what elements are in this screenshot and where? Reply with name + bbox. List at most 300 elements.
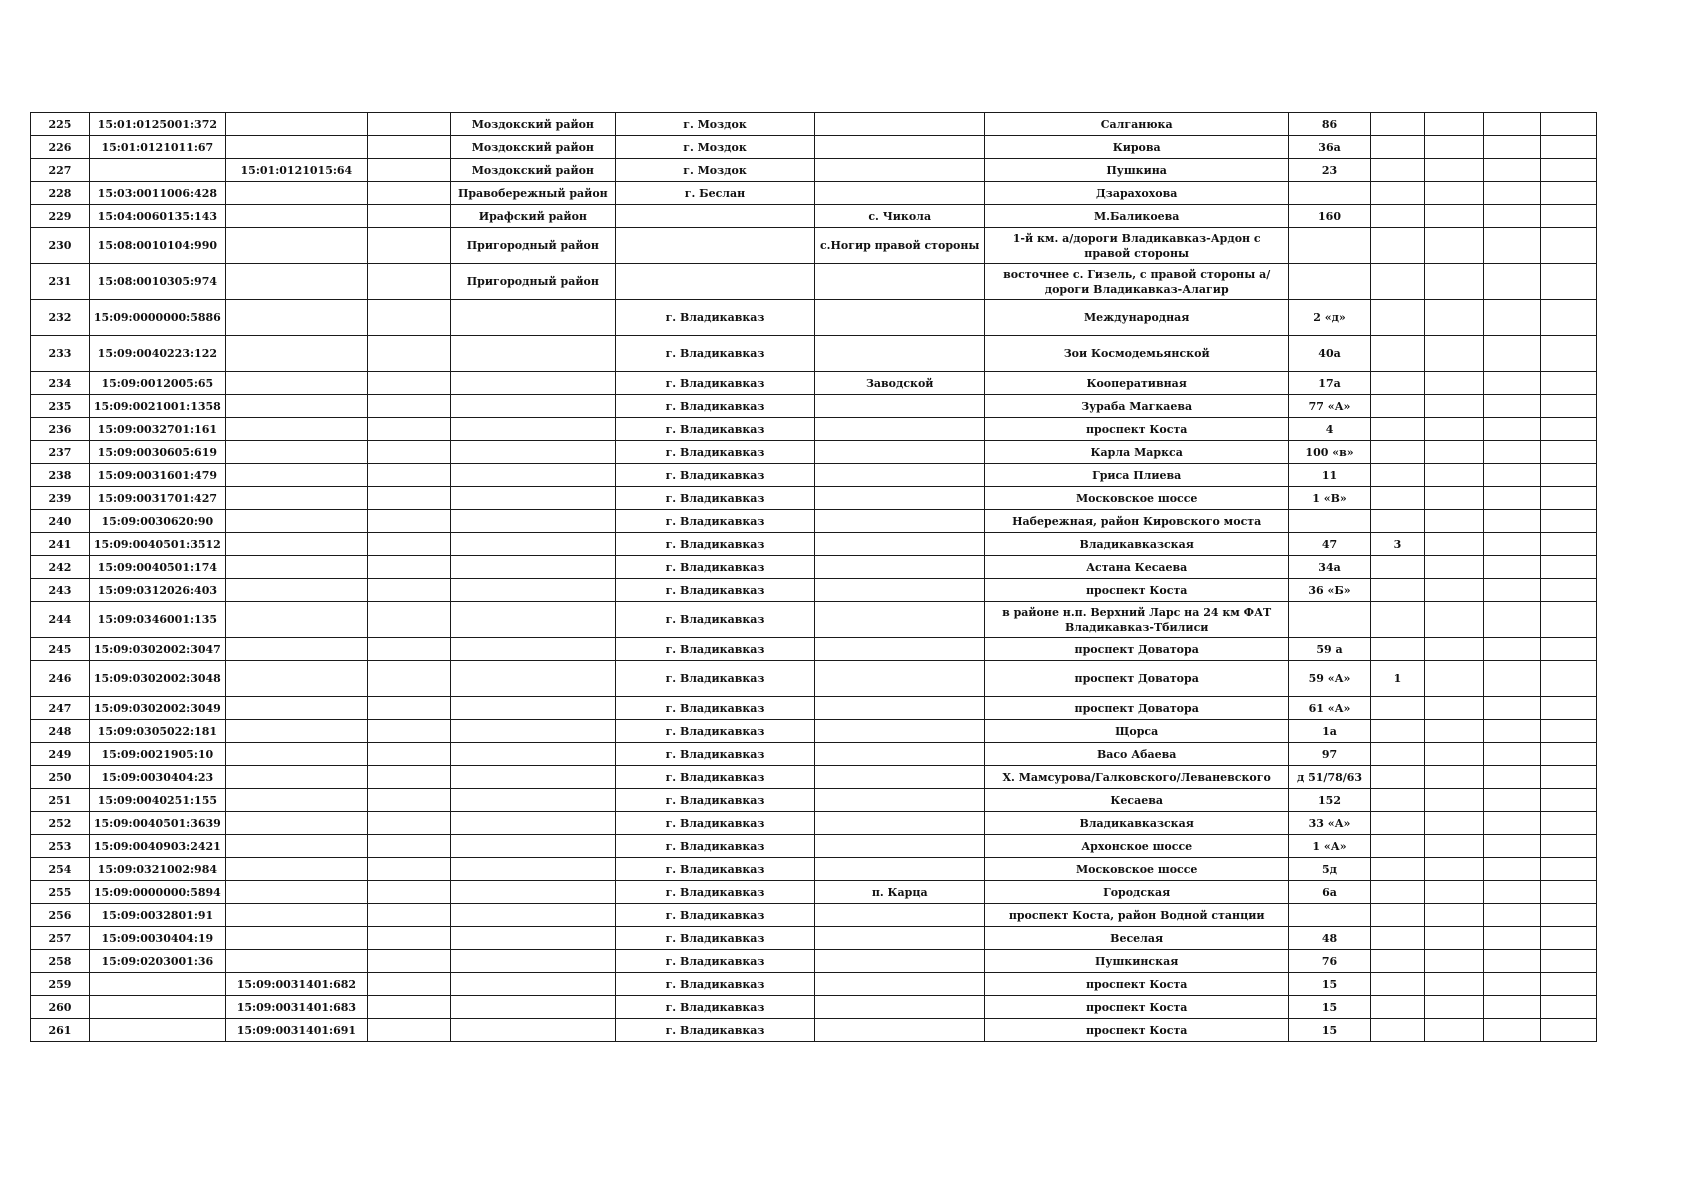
extra-cell	[1425, 812, 1484, 835]
extra-cell	[1370, 638, 1425, 661]
street-cell: Московское шоссе	[984, 858, 1288, 881]
row-number-cell: 261	[31, 1019, 90, 1042]
district-cell	[451, 789, 615, 812]
extra-cell	[1541, 136, 1597, 159]
extra-cell	[1541, 336, 1597, 372]
row-number-cell: 241	[31, 533, 90, 556]
city-cell: г. Владикавказ	[615, 556, 815, 579]
row-number-cell: 248	[31, 720, 90, 743]
cadastral-number-cell: 15:04:0060135:143	[89, 205, 225, 228]
register-table	[30, 112, 1597, 1042]
extra-cell	[1484, 812, 1541, 835]
row-number-cell: 258	[31, 950, 90, 973]
extra-cell	[1425, 372, 1484, 395]
table-row	[31, 372, 1597, 395]
empty-cell	[367, 136, 450, 159]
cadastral-number-cell: 15:09:0030404:19	[89, 927, 225, 950]
cadastral-number-alt-cell	[225, 441, 367, 464]
house-number-cell: 5д	[1289, 858, 1370, 881]
cadastral-number-alt-cell	[225, 812, 367, 835]
settlement-cell	[815, 487, 984, 510]
extra-cell	[1541, 881, 1597, 904]
district-cell	[451, 973, 615, 996]
settlement-cell	[815, 336, 984, 372]
city-cell: г. Владикавказ	[615, 661, 815, 697]
street-cell: Дзарахохова	[984, 182, 1288, 205]
house-number-cell	[1289, 182, 1370, 205]
settlement-cell	[815, 556, 984, 579]
settlement-cell	[815, 182, 984, 205]
city-cell: г. Владикавказ	[615, 510, 815, 533]
row-number-cell: 252	[31, 812, 90, 835]
extra-cell	[1484, 743, 1541, 766]
cadastral-number-alt-cell	[225, 264, 367, 300]
extra-cell	[1370, 487, 1425, 510]
extra-cell	[1541, 159, 1597, 182]
district-cell	[451, 441, 615, 464]
cadastral-number-alt-cell	[225, 579, 367, 602]
city-cell: г. Владикавказ	[615, 766, 815, 789]
city-cell: г. Владикавказ	[615, 1019, 815, 1042]
table-row	[31, 579, 1597, 602]
extra-cell	[1484, 228, 1541, 264]
row-number-cell: 237	[31, 441, 90, 464]
settlement-cell	[815, 113, 984, 136]
settlement-cell: п. Карца	[815, 881, 984, 904]
house-number-cell: 15	[1289, 996, 1370, 1019]
empty-cell	[367, 858, 450, 881]
extra-cell	[1484, 950, 1541, 973]
extra-cell	[1541, 973, 1597, 996]
extra-cell	[1484, 372, 1541, 395]
empty-cell	[367, 789, 450, 812]
row-number-cell: 225	[31, 113, 90, 136]
extra-cell	[1425, 697, 1484, 720]
settlement-cell	[815, 812, 984, 835]
row-number-cell: 229	[31, 205, 90, 228]
extra-cell	[1425, 441, 1484, 464]
extra-cell	[1370, 510, 1425, 533]
extra-cell	[1370, 697, 1425, 720]
city-cell: г. Владикавказ	[615, 300, 815, 336]
district-cell	[451, 602, 615, 638]
street-cell: проспект Доватора	[984, 697, 1288, 720]
district-cell	[451, 579, 615, 602]
extra-cell	[1370, 336, 1425, 372]
cadastral-number-alt-cell	[225, 418, 367, 441]
cadastral-number-cell: 15:03:0011006:428	[89, 182, 225, 205]
extra-cell	[1484, 510, 1541, 533]
extra-cell	[1425, 510, 1484, 533]
extra-cell	[1484, 300, 1541, 336]
district-cell	[451, 638, 615, 661]
extra-cell	[1484, 789, 1541, 812]
row-number-cell: 234	[31, 372, 90, 395]
extra-cell	[1541, 812, 1597, 835]
extra-cell	[1370, 441, 1425, 464]
extra-cell	[1370, 113, 1425, 136]
settlement-cell	[815, 264, 984, 300]
extra-cell	[1484, 638, 1541, 661]
extra-cell	[1484, 136, 1541, 159]
city-cell: г. Владикавказ	[615, 812, 815, 835]
street-cell: проспект Коста, район Водной станции	[984, 904, 1288, 927]
cadastral-number-alt-cell	[225, 858, 367, 881]
cadastral-number-alt-cell	[225, 136, 367, 159]
district-cell	[451, 835, 615, 858]
extra-cell: 1	[1370, 661, 1425, 697]
cadastral-number-cell: 15:08:0010104:990	[89, 228, 225, 264]
street-cell: Веселая	[984, 927, 1288, 950]
extra-cell	[1425, 300, 1484, 336]
cadastral-number-alt-cell	[225, 395, 367, 418]
extra-cell	[1541, 533, 1597, 556]
extra-cell	[1484, 533, 1541, 556]
extra-cell	[1425, 464, 1484, 487]
extra-cell	[1370, 228, 1425, 264]
house-number-cell: 59 а	[1289, 638, 1370, 661]
city-cell: г. Владикавказ	[615, 395, 815, 418]
extra-cell	[1484, 973, 1541, 996]
cadastral-number-cell: 15:09:0032801:91	[89, 904, 225, 927]
extra-cell	[1425, 973, 1484, 996]
row-number-cell: 231	[31, 264, 90, 300]
settlement-cell	[815, 789, 984, 812]
extra-cell	[1370, 743, 1425, 766]
cadastral-number-cell: 15:09:0021905:10	[89, 743, 225, 766]
street-cell: Зураба Магкаева	[984, 395, 1288, 418]
empty-cell	[367, 159, 450, 182]
city-cell: г. Владикавказ	[615, 927, 815, 950]
extra-cell	[1484, 441, 1541, 464]
extra-cell	[1370, 858, 1425, 881]
row-number-cell: 239	[31, 487, 90, 510]
table-row	[31, 510, 1597, 533]
district-cell	[451, 464, 615, 487]
city-cell: г. Владикавказ	[615, 372, 815, 395]
extra-cell	[1484, 264, 1541, 300]
district-cell: Пригородный район	[451, 264, 615, 300]
street-cell: Салганюка	[984, 113, 1288, 136]
city-cell: г. Владикавказ	[615, 789, 815, 812]
house-number-cell: 97	[1289, 743, 1370, 766]
empty-cell	[367, 697, 450, 720]
extra-cell	[1541, 510, 1597, 533]
street-cell: Васо Абаева	[984, 743, 1288, 766]
cadastral-number-cell: 15:09:0000000:5894	[89, 881, 225, 904]
extra-cell	[1541, 835, 1597, 858]
row-number-cell: 230	[31, 228, 90, 264]
extra-cell	[1541, 264, 1597, 300]
cadastral-number-cell	[89, 1019, 225, 1042]
cadastral-number-alt-cell	[225, 300, 367, 336]
house-number-cell: 34а	[1289, 556, 1370, 579]
cadastral-number-cell: 15:09:0040223:122	[89, 336, 225, 372]
extra-cell	[1425, 661, 1484, 697]
cadastral-number-alt-cell	[225, 464, 367, 487]
row-number-cell: 232	[31, 300, 90, 336]
house-number-cell: 48	[1289, 927, 1370, 950]
settlement-cell	[815, 927, 984, 950]
street-cell: Владикавказская	[984, 533, 1288, 556]
empty-cell	[367, 638, 450, 661]
extra-cell	[1541, 1019, 1597, 1042]
empty-cell	[367, 533, 450, 556]
settlement-cell	[815, 418, 984, 441]
settlement-cell	[815, 136, 984, 159]
house-number-cell: 1 «А»	[1289, 835, 1370, 858]
house-number-cell: 1а	[1289, 720, 1370, 743]
district-cell	[451, 533, 615, 556]
table-row	[31, 487, 1597, 510]
extra-cell	[1541, 743, 1597, 766]
house-number-cell	[1289, 510, 1370, 533]
empty-cell	[367, 441, 450, 464]
cadastral-number-cell: 15:09:0040501:3639	[89, 812, 225, 835]
table-row	[31, 418, 1597, 441]
table-row	[31, 136, 1597, 159]
extra-cell	[1370, 927, 1425, 950]
street-cell: Щорса	[984, 720, 1288, 743]
extra-cell	[1425, 1019, 1484, 1042]
cadastral-number-cell: 15:09:0321002:984	[89, 858, 225, 881]
row-number-cell: 251	[31, 789, 90, 812]
extra-cell	[1425, 996, 1484, 1019]
table-row	[31, 300, 1597, 336]
settlement-cell: Заводской	[815, 372, 984, 395]
row-number-cell: 240	[31, 510, 90, 533]
row-number-cell: 260	[31, 996, 90, 1019]
extra-cell	[1541, 113, 1597, 136]
house-number-cell: 17а	[1289, 372, 1370, 395]
house-number-cell	[1289, 228, 1370, 264]
cadastral-number-alt-cell	[225, 789, 367, 812]
cadastral-number-cell: 15:01:0121011:67	[89, 136, 225, 159]
district-cell: Ирафский район	[451, 205, 615, 228]
row-number-cell: 256	[31, 904, 90, 927]
cadastral-number-cell: 15:09:0302002:3049	[89, 697, 225, 720]
house-number-cell: 59 «А»	[1289, 661, 1370, 697]
extra-cell	[1370, 205, 1425, 228]
empty-cell	[367, 602, 450, 638]
settlement-cell	[815, 1019, 984, 1042]
empty-cell	[367, 579, 450, 602]
street-cell: Набережная, район Кировского моста	[984, 510, 1288, 533]
extra-cell	[1370, 602, 1425, 638]
street-cell: Зои Космодемьянской	[984, 336, 1288, 372]
extra-cell	[1484, 556, 1541, 579]
extra-cell	[1484, 182, 1541, 205]
table-row	[31, 697, 1597, 720]
table-row	[31, 464, 1597, 487]
extra-cell	[1425, 228, 1484, 264]
street-cell: Пушкинская	[984, 950, 1288, 973]
house-number-cell	[1289, 264, 1370, 300]
cadastral-number-alt-cell: 15:01:0121015:64	[225, 159, 367, 182]
district-cell	[451, 661, 615, 697]
house-number-cell: 2 «д»	[1289, 300, 1370, 336]
extra-cell	[1370, 904, 1425, 927]
settlement-cell	[815, 743, 984, 766]
extra-cell: 3	[1370, 533, 1425, 556]
street-cell: Владикавказская	[984, 812, 1288, 835]
extra-cell	[1370, 720, 1425, 743]
cadastral-number-alt-cell	[225, 743, 367, 766]
street-cell: Кооперативная	[984, 372, 1288, 395]
extra-cell	[1370, 418, 1425, 441]
house-number-cell: 77 «А»	[1289, 395, 1370, 418]
cadastral-number-cell: 15:09:0040501:174	[89, 556, 225, 579]
extra-cell	[1484, 881, 1541, 904]
extra-cell	[1425, 766, 1484, 789]
empty-cell	[367, 743, 450, 766]
extra-cell	[1541, 205, 1597, 228]
empty-cell	[367, 812, 450, 835]
extra-cell	[1541, 996, 1597, 1019]
extra-cell	[1425, 533, 1484, 556]
table-row	[31, 336, 1597, 372]
extra-cell	[1541, 395, 1597, 418]
district-cell: Моздокский район	[451, 136, 615, 159]
settlement-cell	[815, 904, 984, 927]
empty-cell	[367, 950, 450, 973]
extra-cell	[1541, 300, 1597, 336]
row-number-cell: 255	[31, 881, 90, 904]
street-cell: 1-й км. а/дороги Владикавказ-Ардон с правой стороны	[984, 228, 1288, 264]
street-cell: проспект Коста	[984, 973, 1288, 996]
extra-cell	[1541, 904, 1597, 927]
city-cell: г. Владикавказ	[615, 858, 815, 881]
extra-cell	[1484, 205, 1541, 228]
settlement-cell	[815, 159, 984, 182]
extra-cell	[1370, 950, 1425, 973]
extra-cell	[1484, 927, 1541, 950]
district-cell	[451, 927, 615, 950]
table-row	[31, 228, 1597, 264]
row-number-cell: 246	[31, 661, 90, 697]
empty-cell	[367, 395, 450, 418]
extra-cell	[1541, 579, 1597, 602]
table-row	[31, 789, 1597, 812]
city-cell: г. Владикавказ	[615, 533, 815, 556]
district-cell	[451, 743, 615, 766]
city-cell: г. Моздок	[615, 136, 815, 159]
street-cell: проспект Коста	[984, 418, 1288, 441]
house-number-cell: 76	[1289, 950, 1370, 973]
table-row	[31, 973, 1597, 996]
district-cell	[451, 1019, 615, 1042]
extra-cell	[1484, 464, 1541, 487]
house-number-cell: 100 «в»	[1289, 441, 1370, 464]
cadastral-number-alt-cell	[225, 533, 367, 556]
extra-cell	[1541, 858, 1597, 881]
extra-cell	[1370, 996, 1425, 1019]
city-cell: г. Владикавказ	[615, 602, 815, 638]
extra-cell	[1370, 835, 1425, 858]
district-cell	[451, 556, 615, 579]
extra-cell	[1541, 697, 1597, 720]
cadastral-number-cell: 15:01:0125001:372	[89, 113, 225, 136]
table-row	[31, 996, 1597, 1019]
extra-cell	[1484, 996, 1541, 1019]
cadastral-number-cell: 15:09:0203001:36	[89, 950, 225, 973]
cadastral-number-cell: 15:09:0040501:3512	[89, 533, 225, 556]
cadastral-number-cell: 15:09:0302002:3047	[89, 638, 225, 661]
settlement-cell	[815, 996, 984, 1019]
settlement-cell	[815, 697, 984, 720]
cadastral-number-alt-cell	[225, 950, 367, 973]
row-number-cell: 250	[31, 766, 90, 789]
house-number-cell: 86	[1289, 113, 1370, 136]
house-number-cell: 6а	[1289, 881, 1370, 904]
extra-cell	[1425, 159, 1484, 182]
district-cell	[451, 904, 615, 927]
street-cell: Карла Маркса	[984, 441, 1288, 464]
district-cell	[451, 372, 615, 395]
row-number-cell: 226	[31, 136, 90, 159]
table-row	[31, 661, 1597, 697]
extra-cell	[1425, 927, 1484, 950]
extra-cell	[1370, 136, 1425, 159]
extra-cell	[1484, 720, 1541, 743]
table-row	[31, 1019, 1597, 1042]
empty-cell	[367, 205, 450, 228]
house-number-cell: 40а	[1289, 336, 1370, 372]
street-cell: М.Баликоева	[984, 205, 1288, 228]
empty-cell	[367, 372, 450, 395]
table-row	[31, 881, 1597, 904]
street-cell: Астана Кесаева	[984, 556, 1288, 579]
extra-cell	[1425, 113, 1484, 136]
extra-cell	[1425, 136, 1484, 159]
table-row	[31, 720, 1597, 743]
table-row	[31, 904, 1597, 927]
row-number-cell: 245	[31, 638, 90, 661]
extra-cell	[1425, 395, 1484, 418]
extra-cell	[1425, 264, 1484, 300]
street-cell: проспект Коста	[984, 1019, 1288, 1042]
table-row	[31, 835, 1597, 858]
extra-cell	[1484, 418, 1541, 441]
cadastral-number-alt-cell	[225, 510, 367, 533]
street-cell: проспект Доватора	[984, 661, 1288, 697]
district-cell	[451, 336, 615, 372]
empty-cell	[367, 835, 450, 858]
cadastral-number-alt-cell: 15:09:0031401:682	[225, 973, 367, 996]
district-cell	[451, 858, 615, 881]
extra-cell	[1425, 881, 1484, 904]
row-number-cell: 227	[31, 159, 90, 182]
extra-cell	[1370, 464, 1425, 487]
table-row	[31, 113, 1597, 136]
house-number-cell: 152	[1289, 789, 1370, 812]
city-cell: г. Владикавказ	[615, 487, 815, 510]
cadastral-number-alt-cell	[225, 487, 367, 510]
street-cell: Кесаева	[984, 789, 1288, 812]
extra-cell	[1370, 1019, 1425, 1042]
extra-cell	[1484, 904, 1541, 927]
extra-cell	[1370, 766, 1425, 789]
extra-cell	[1425, 904, 1484, 927]
extra-cell	[1425, 205, 1484, 228]
table-row	[31, 533, 1597, 556]
table-row	[31, 205, 1597, 228]
district-cell: Моздокский район	[451, 113, 615, 136]
city-cell: г. Моздок	[615, 113, 815, 136]
extra-cell	[1425, 182, 1484, 205]
row-number-cell: 254	[31, 858, 90, 881]
extra-cell	[1541, 789, 1597, 812]
